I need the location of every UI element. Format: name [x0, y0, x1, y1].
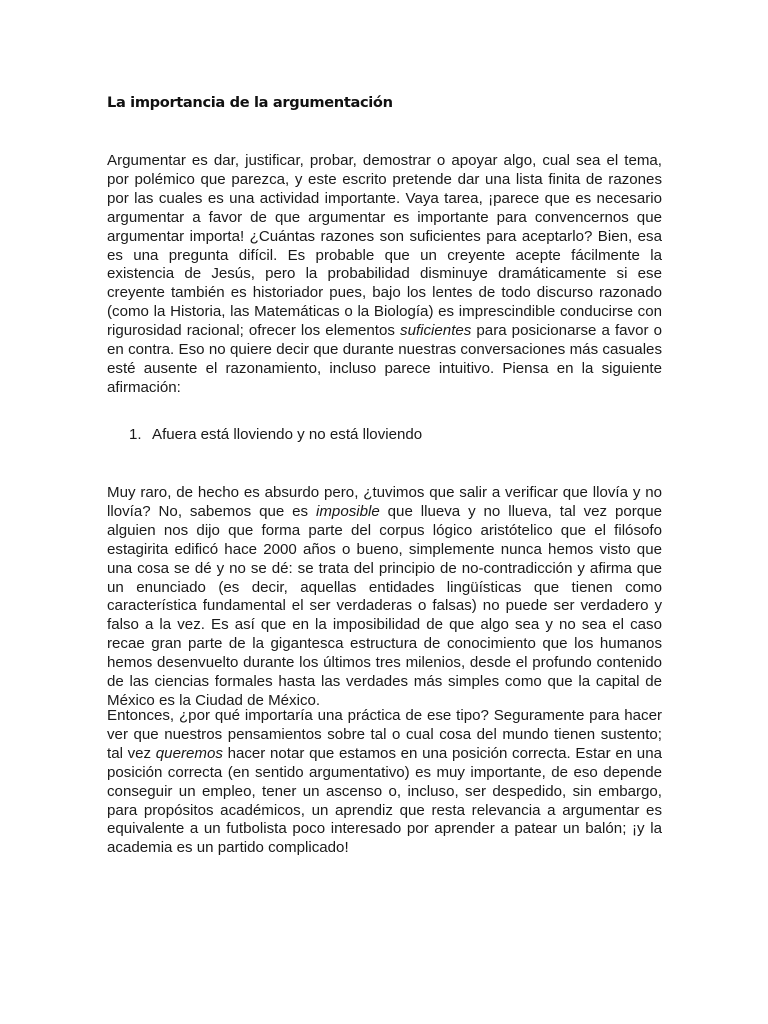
paragraph-text: para posicionarse a favor o en contra. Eso no quiere decir que durante nuestras conversaciones más casuales esté ausente el razonamiento, incluso parece intuitivo. Piensa en la siguiente afirmación:	[107, 322, 662, 396]
paragraph-1	[107, 152, 662, 398]
paragraph-text: Entonces, ¿por qué importaría una práctica de ese tipo? Seguramente para hacer ver que nuestros pensamientos sobre tal o cual cosa del mundo tienen sustento; tal vez	[107, 707, 662, 762]
paragraph-2	[107, 484, 662, 711]
list-item-text: Afuera está lloviendo y no está lloviendo	[152, 426, 423, 443]
list-item-number: 1.	[129, 426, 142, 443]
emphasis-text: queremos	[155, 744, 223, 762]
paragraph-text: Argumentar es dar, justificar, probar, demostrar o apoyar algo, cual sea el tema, por polémico que parezca, y este escrito pretende dar una lista finita de razones por las cuales es una actividad importante. Vaya tarea, ¡parece que es necesario argumentar a favor de que argumentar es importante para convencernos que argumentar importa! ¿Cuántas razones son suficientes para aceptarlo? Bien, esa es una pregunta difícil. Es probable que un creyente acepte fácilmente la existencia de Jesús, pero la probabilidad disminuye dramáticamente si ese creyente también es historiador pues, bajo los lentes de todo discurso razonado (como la Historia, las Matemáticas o la Biología) es imprescindible conducirse con rigurosidad racional; ofrecer los elementos	[107, 152, 662, 340]
paragraph-text: que llueva y no llueva, tal vez porque alguien nos dijo que forma parte del corpus lógico aristótelico que el filósofo estagirita edificó hace 2000 años o bueno, simplemente nunca hemos visto que una cosa se dé y no se dé: se trata del principio de no-contradicción y afirma que un enunciado (es decir, aquellas entidades lingüísticas que tienen como característica fundamental el ser verdaderas o falsas) no puede ser verdadero y falso a la vez. Es así que en la imposibilidad de que algo sea y no sea el caso recae gran parte de la gigantesca estructura de conocimiento que los humanos hemos desenvuelto durante los últimos tres milenios, desde el profundo contenido de las ciencias formales hasta las verdades más simples como que la capital de México es la Ciudad de México.	[107, 502, 662, 709]
emphasis-text: imposible	[316, 502, 380, 520]
paragraph-text: hacer notar que estamos en una posición correcta. Estar en una posición correcta (en sentido argumentativo) es muy importante, de eso depende conseguir un empleo, tener un ascenso o, incluso, ser despedido, sin embargo, para propósitos académicos, un aprendiz que resta relevancia a argumentar es equivalente a un futbolista poco interesado por aprender a patear un balón; ¡y la academia es un partido complicado!	[107, 744, 662, 857]
paragraph-3	[107, 707, 662, 858]
emphasis-text: suficientes	[400, 322, 472, 340]
paragraph-text: Muy raro, de hecho es absurdo pero, ¿tuvimos que salir a verificar que llovía y no llovía? No, sabemos que es	[107, 484, 662, 520]
document-title: La importancia de la argumentación	[107, 94, 393, 111]
